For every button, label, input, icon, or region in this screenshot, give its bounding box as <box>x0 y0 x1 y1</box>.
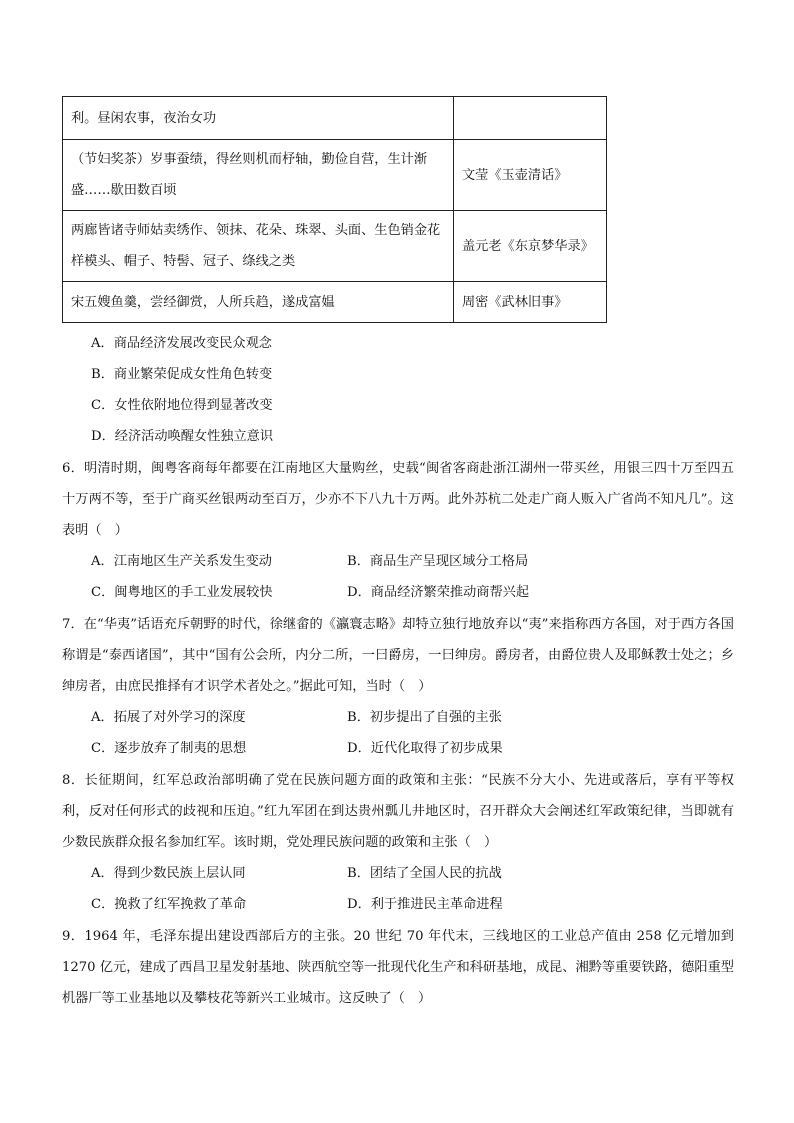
q6-stem: 6．明清时期，闽粤客商每年都要在江南地区大量购丝，史载“闽省客商赴浙江湖州一带买丝，用银三四十万至四五十万两不等，至于广商买丝银两动至百万，少亦不下八九十万两。此外苏杭二处走广商人贩入广省尚不知凡几”。这表明（ ） <box>62 461 734 538</box>
q8-option-d[interactable]: D．利于推进民主革命进程 <box>347 897 503 912</box>
q8-option-a[interactable]: A．得到少数民族上层认同 <box>91 866 246 881</box>
table-row <box>63 211 607 282</box>
table-cell-quote: 利。昼闲农事，夜治女功 <box>63 97 454 140</box>
q5-option-c[interactable]: C．女性依附地位得到显著改变 <box>91 398 273 413</box>
q5-option-b[interactable]: B．商业繁荣促成女性角色转变 <box>91 367 273 382</box>
q7-option-c[interactable]: C．逐步放弃了制夷的思想 <box>91 741 247 756</box>
table-row <box>63 282 607 323</box>
q6-option-a[interactable]: A．江南地区生产关系发生变动 <box>91 554 272 569</box>
source-table <box>62 96 607 323</box>
q7-option-d[interactable]: D．近代化取得了初步成果 <box>347 741 503 756</box>
table-row <box>63 97 607 140</box>
table-cell-source: 文莹《玉壶清话》 <box>454 140 607 211</box>
table-cell-quote: 两廊皆诸寺师姑卖绣作、领抹、花朵、珠翠、头面、生色销金花样模头、帽子、特髻、冠子、绦线之类 <box>63 211 454 282</box>
q5-option-a[interactable]: A．商品经济发展改变民众观念 <box>91 336 272 351</box>
q6-option-d[interactable]: D．商品经济繁荣推动商帮兴起 <box>347 585 530 600</box>
table-cell-quote: 宋五嫂鱼羹，尝经御赏，人所兵趋，遂成富媪 <box>63 282 454 323</box>
table-cell-source: 盖元老《东京梦华录》 <box>454 211 607 282</box>
q7-option-b[interactable]: B．初步提出了自强的主张 <box>347 710 502 725</box>
q5-option-d[interactable]: D．经济活动唤醒女性独立意识 <box>91 429 274 444</box>
table-cell-quote: （节妇奖茶）岁事蚕绩，得丝则机而杼轴，勤俭自营，生计渐盛……歇田数百顷 <box>63 140 454 211</box>
q7-option-a[interactable]: A．拓展了对外学习的深度 <box>91 710 246 725</box>
q6-option-b[interactable]: B．商品生产呈现区域分工格局 <box>347 554 529 569</box>
q9-stem: 9．1964 年，毛泽东提出建设西部后方的主张。20 世纪 70 年代末，三线地区的工业总产值由 258 亿元增加到 1270 亿元，建成了西昌卫星发射基地、陕西航空等一批现代化生产和科研基地，成昆、湘黔等重要铁路，德阳重型机器厂等工业基地以及攀枝花等新兴工业城市。这反映了（ ） <box>62 929 734 1006</box>
table-cell-source <box>454 97 607 140</box>
q7-stem: 7．在“华夷”话语充斥朝野的时代，徐继畲的《瀛寰志略》却特立独行地放弃以“夷”来指称西方各国，对于西方各国称谓是“泰西诸国”，其中“国有公会所，内分二所，一曰爵房，一曰绅房。爵房者，由爵位贵人及耶稣教士处之；乡绅房者，由庶民推择有才识学术者处之。”据此可知，当时（ ） <box>62 617 734 694</box>
q6-option-c[interactable]: C．闽粤地区的手工业发展较快 <box>91 585 273 600</box>
table-row <box>63 140 607 211</box>
q8-option-b[interactable]: B．团结了全国人民的抗战 <box>347 866 502 881</box>
q8-stem: 8．长征期间，红军总政治部明确了党在民族问题方面的政策和主张：“民族不分大小、先进或落后，享有平等权利，反对任何形式的歧视和压迫。”红九军团在到达贵州瓢儿井地区时，召开群众大会阐述红军政策纪律，当即就有少数民族群众报名参加红军。该时期，党处理民族问题的政策和主张（ ） <box>62 773 734 850</box>
q8-option-c[interactable]: C．挽救了红军挽救了革命 <box>91 897 247 912</box>
table-cell-source: 周密《武林旧事》 <box>454 282 607 323</box>
